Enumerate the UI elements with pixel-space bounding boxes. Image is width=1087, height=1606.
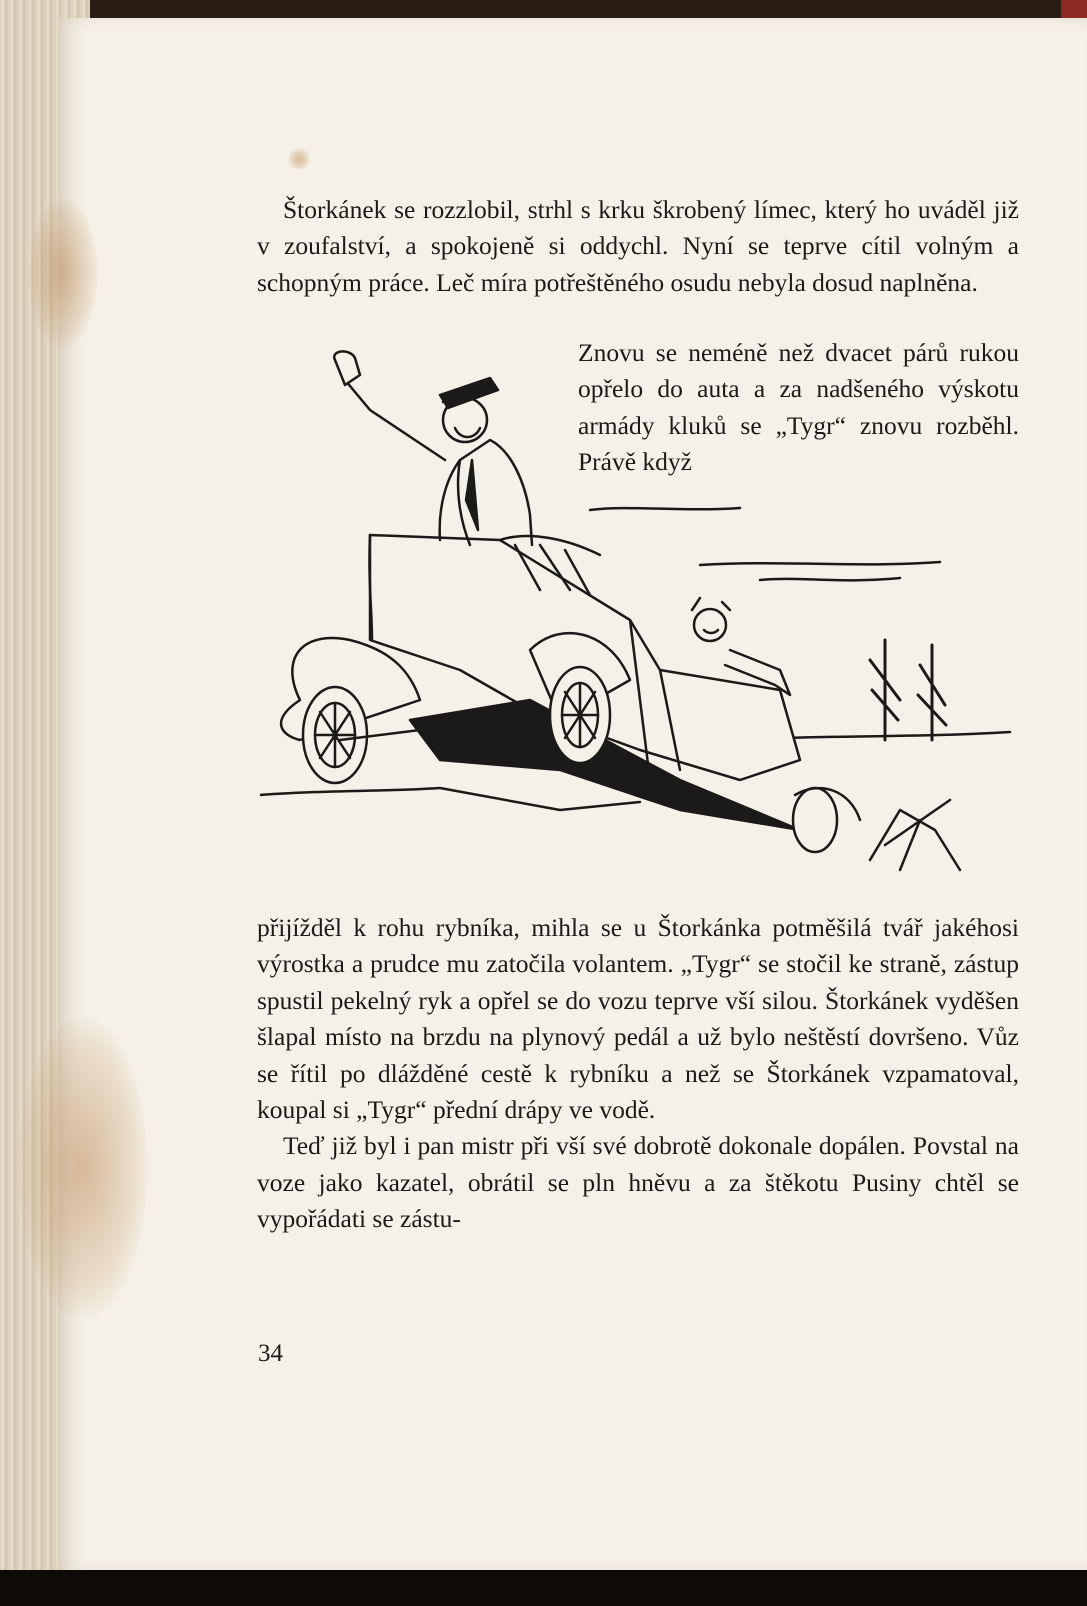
paragraph-3: přijížděl k rohu rybníka, mihla se u Štorkánka potměšilá tvář jakéhosi výrostka a prudce mu zatočila volantem. „Tygr“ se stočil ke straně, zástup spustil pekelný ryk a opřel se do vozu teprve vší silou. Štorkánek vyděšen šlapal místo na brzdu na plynový pedál a už bylo neštěstí dovršeno. Vůz se řítil po dlážděné cestě k rybníku a než se Štorkánek vzpamatoval, koupal si „Tygr“ přední drápy ve vodě. bbox=[257, 913, 1019, 1125]
paragraph-top bbox=[257, 192, 1019, 301]
water-stain bbox=[18, 1018, 148, 1318]
paragraph-4: Teď již byl i pan mistr při vší své dobrotě dokonale dopálen. Povstal na voze jako kazatel, obrátil se pln hněvu a za štěkotu Pusiny chtěl se vypořádati se zástu- bbox=[257, 1131, 1019, 1234]
paragraph-1: Štorkánek se rozzlobil, strhl s krku škrobený límec, který ho uváděl již v zoufalství, a spokojeně si oddychl. Nyní se teprve cítil volným a schopným práce. Leč míra potřeštěného osudu nebyla dosud naplněna. bbox=[257, 195, 1019, 297]
page-number: 34 bbox=[258, 1340, 283, 1367]
man-standing-in-old-car-icon bbox=[260, 340, 1020, 900]
small-stain bbox=[288, 148, 310, 170]
paragraph-2: Znovu se neméně než dvacet párů rukou opřelo do auta a za nadšeného výskotu armády kluků se „Tygr“ znovu rozběhl. Právě když bbox=[578, 338, 1019, 477]
water-stain bbox=[28, 198, 98, 348]
scan-border bbox=[0, 1570, 1087, 1606]
paragraph-bottom bbox=[257, 910, 1019, 1238]
